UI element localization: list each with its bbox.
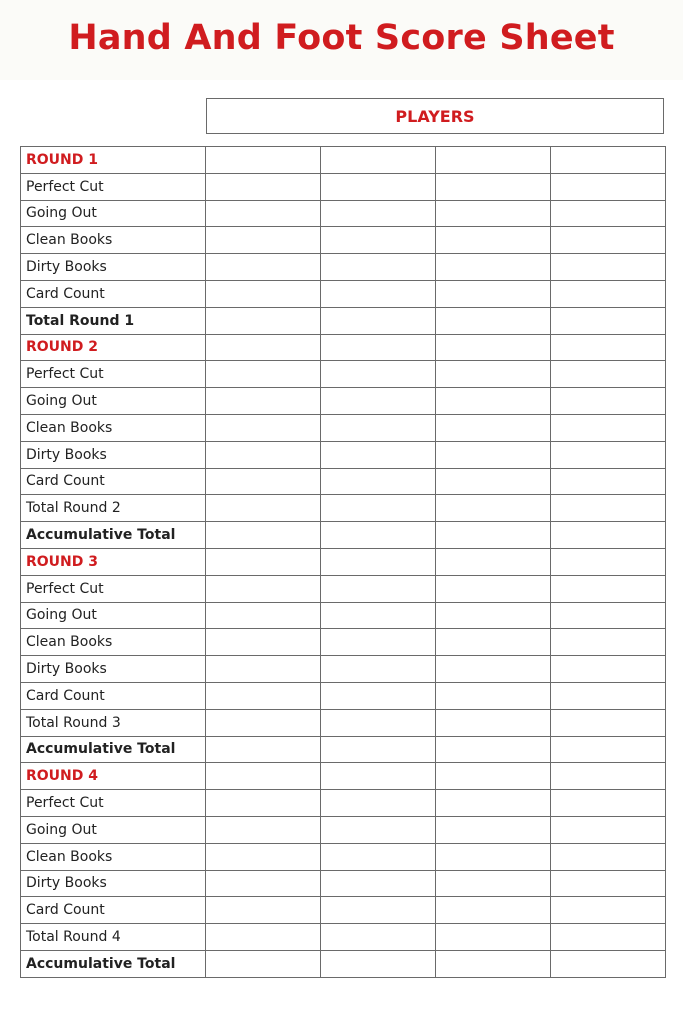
score-row [21, 361, 666, 388]
score-cell[interactable] [206, 173, 321, 200]
score-row [21, 682, 666, 709]
score-cell[interactable] [206, 280, 321, 307]
row-label: Total Round 1 [21, 307, 206, 334]
score-cell[interactable] [551, 950, 666, 977]
score-row [21, 656, 666, 683]
score-row [21, 897, 666, 924]
score-cell[interactable] [551, 361, 666, 388]
score-cell[interactable] [206, 629, 321, 656]
row-label: Perfect Cut [21, 361, 206, 388]
row-label: ROUND 2 [21, 334, 206, 361]
row-label: ROUND 3 [21, 548, 206, 575]
score-cell[interactable] [206, 495, 321, 522]
score-cell[interactable] [436, 709, 551, 736]
score-row [21, 441, 666, 468]
score-cell[interactable] [206, 924, 321, 951]
score-cell[interactable] [551, 763, 666, 790]
score-table [20, 146, 666, 978]
score-cell[interactable] [436, 280, 551, 307]
score-cell[interactable] [206, 200, 321, 227]
score-cell[interactable] [321, 200, 436, 227]
score-cell[interactable] [206, 468, 321, 495]
score-cell[interactable] [551, 254, 666, 281]
row-label: Accumulative Total [21, 950, 206, 977]
score-cell[interactable] [321, 227, 436, 254]
score-cell[interactable] [436, 656, 551, 683]
score-cell[interactable] [436, 495, 551, 522]
score-row [21, 522, 666, 549]
score-row [21, 254, 666, 281]
score-cell[interactable] [321, 816, 436, 843]
score-cell[interactable] [321, 495, 436, 522]
score-cell[interactable] [321, 950, 436, 977]
score-cell[interactable] [436, 173, 551, 200]
score-cell[interactable] [206, 147, 321, 174]
row-label: Accumulative Total [21, 522, 206, 549]
score-cell[interactable] [206, 816, 321, 843]
score-row [21, 709, 666, 736]
row-label: Dirty Books [21, 870, 206, 897]
score-row [21, 334, 666, 361]
score-cell[interactable] [206, 870, 321, 897]
score-row [21, 280, 666, 307]
row-label: Going Out [21, 602, 206, 629]
score-cell[interactable] [551, 522, 666, 549]
score-cell[interactable] [436, 736, 551, 763]
score-cell[interactable] [206, 790, 321, 817]
score-cell[interactable] [321, 254, 436, 281]
score-cell[interactable] [551, 147, 666, 174]
score-cell[interactable] [551, 200, 666, 227]
row-label: Clean Books [21, 843, 206, 870]
row-label: Perfect Cut [21, 173, 206, 200]
score-row [21, 950, 666, 977]
row-label: Accumulative Total [21, 736, 206, 763]
score-cell[interactable] [436, 790, 551, 817]
score-cell[interactable] [436, 924, 551, 951]
score-cell[interactable] [551, 441, 666, 468]
page-title: Hand And Foot Score Sheet [68, 18, 615, 58]
players-label: PLAYERS [395, 106, 475, 126]
score-cell[interactable] [321, 522, 436, 549]
score-cell[interactable] [551, 495, 666, 522]
row-label: Perfect Cut [21, 575, 206, 602]
score-cell[interactable] [206, 414, 321, 441]
score-cell[interactable] [321, 388, 436, 415]
score-cell[interactable] [206, 254, 321, 281]
score-cell[interactable] [436, 522, 551, 549]
score-cell[interactable] [551, 790, 666, 817]
score-cell[interactable] [206, 656, 321, 683]
score-cell[interactable] [321, 682, 436, 709]
score-cell[interactable] [436, 334, 551, 361]
score-cell[interactable] [436, 575, 551, 602]
score-cell[interactable] [551, 173, 666, 200]
score-cell[interactable] [551, 227, 666, 254]
score-cell[interactable] [206, 575, 321, 602]
score-cell[interactable] [551, 897, 666, 924]
score-cell[interactable] [551, 280, 666, 307]
row-label: Dirty Books [21, 254, 206, 281]
score-cell[interactable] [551, 307, 666, 334]
score-cell[interactable] [436, 388, 551, 415]
score-cell[interactable] [321, 629, 436, 656]
row-label: Clean Books [21, 629, 206, 656]
score-cell[interactable] [321, 575, 436, 602]
score-cell[interactable] [436, 200, 551, 227]
row-label: Dirty Books [21, 656, 206, 683]
row-label: Going Out [21, 388, 206, 415]
score-row [21, 548, 666, 575]
score-cell[interactable] [551, 682, 666, 709]
score-cell[interactable] [206, 950, 321, 977]
score-cell[interactable] [321, 307, 436, 334]
score-cell[interactable] [436, 307, 551, 334]
score-row [21, 468, 666, 495]
score-cell[interactable] [321, 656, 436, 683]
score-cell[interactable] [436, 468, 551, 495]
score-cell[interactable] [321, 763, 436, 790]
score-row [21, 763, 666, 790]
score-row [21, 227, 666, 254]
score-cell[interactable] [206, 522, 321, 549]
score-cell[interactable] [321, 790, 436, 817]
score-cell[interactable] [321, 870, 436, 897]
score-cell[interactable] [206, 334, 321, 361]
score-cell[interactable] [551, 388, 666, 415]
score-cell[interactable] [206, 709, 321, 736]
score-cell[interactable] [206, 548, 321, 575]
row-label: Clean Books [21, 414, 206, 441]
score-cell[interactable] [206, 763, 321, 790]
score-cell[interactable] [206, 736, 321, 763]
score-cell[interactable] [436, 254, 551, 281]
score-row [21, 173, 666, 200]
score-cell[interactable] [206, 227, 321, 254]
score-cell[interactable] [551, 736, 666, 763]
row-label: Perfect Cut [21, 790, 206, 817]
players-header [206, 98, 664, 134]
score-cell[interactable] [551, 468, 666, 495]
row-label: Card Count [21, 280, 206, 307]
score-row [21, 629, 666, 656]
score-row [21, 575, 666, 602]
row-label: Total Round 2 [21, 495, 206, 522]
row-label: Going Out [21, 200, 206, 227]
score-row [21, 495, 666, 522]
score-cell[interactable] [436, 441, 551, 468]
score-cell[interactable] [551, 629, 666, 656]
score-row [21, 388, 666, 415]
row-label: Total Round 3 [21, 709, 206, 736]
score-cell[interactable] [436, 629, 551, 656]
score-cell[interactable] [551, 870, 666, 897]
score-row [21, 736, 666, 763]
score-cell[interactable] [321, 441, 436, 468]
score-cell[interactable] [551, 843, 666, 870]
score-cell[interactable] [436, 682, 551, 709]
score-cell[interactable] [551, 414, 666, 441]
score-row [21, 602, 666, 629]
score-table-body [21, 147, 666, 978]
score-cell[interactable] [206, 307, 321, 334]
score-cell[interactable] [551, 924, 666, 951]
row-label: Going Out [21, 816, 206, 843]
row-label: ROUND 4 [21, 763, 206, 790]
score-cell[interactable] [206, 843, 321, 870]
score-row [21, 790, 666, 817]
score-cell[interactable] [206, 388, 321, 415]
score-row [21, 816, 666, 843]
score-cell[interactable] [436, 147, 551, 174]
score-cell[interactable] [551, 548, 666, 575]
score-cell[interactable] [551, 575, 666, 602]
score-cell[interactable] [321, 361, 436, 388]
score-row [21, 200, 666, 227]
score-cell[interactable] [206, 602, 321, 629]
row-label: Dirty Books [21, 441, 206, 468]
row-label: ROUND 1 [21, 147, 206, 174]
score-cell[interactable] [436, 843, 551, 870]
score-cell[interactable] [436, 950, 551, 977]
score-cell[interactable] [551, 656, 666, 683]
row-label: Card Count [21, 682, 206, 709]
score-cell[interactable] [321, 924, 436, 951]
score-row [21, 414, 666, 441]
row-label: Card Count [21, 468, 206, 495]
score-cell[interactable] [321, 602, 436, 629]
score-cell[interactable] [551, 709, 666, 736]
score-cell[interactable] [551, 816, 666, 843]
row-label: Card Count [21, 897, 206, 924]
score-cell[interactable] [436, 897, 551, 924]
score-cell[interactable] [436, 227, 551, 254]
score-cell[interactable] [321, 147, 436, 174]
row-label: Total Round 4 [21, 924, 206, 951]
score-cell[interactable] [321, 843, 436, 870]
score-cell[interactable] [436, 602, 551, 629]
score-cell[interactable] [551, 602, 666, 629]
score-row [21, 307, 666, 334]
score-cell[interactable] [321, 414, 436, 441]
score-cell[interactable] [206, 682, 321, 709]
score-cell[interactable] [436, 816, 551, 843]
score-cell[interactable] [206, 897, 321, 924]
score-cell[interactable] [321, 280, 436, 307]
score-row [21, 924, 666, 951]
score-cell[interactable] [321, 334, 436, 361]
row-label: Clean Books [21, 227, 206, 254]
score-cell[interactable] [321, 548, 436, 575]
score-row [21, 843, 666, 870]
score-cell[interactable] [436, 361, 551, 388]
score-cell[interactable] [321, 709, 436, 736]
score-cell[interactable] [436, 870, 551, 897]
score-cell[interactable] [321, 173, 436, 200]
score-cell[interactable] [321, 897, 436, 924]
score-cell[interactable] [206, 361, 321, 388]
score-cell[interactable] [321, 736, 436, 763]
score-row [21, 147, 666, 174]
score-cell[interactable] [321, 468, 436, 495]
score-cell[interactable] [436, 414, 551, 441]
score-cell[interactable] [206, 441, 321, 468]
score-row [21, 870, 666, 897]
score-cell[interactable] [436, 548, 551, 575]
score-cell[interactable] [436, 763, 551, 790]
score-cell[interactable] [551, 334, 666, 361]
